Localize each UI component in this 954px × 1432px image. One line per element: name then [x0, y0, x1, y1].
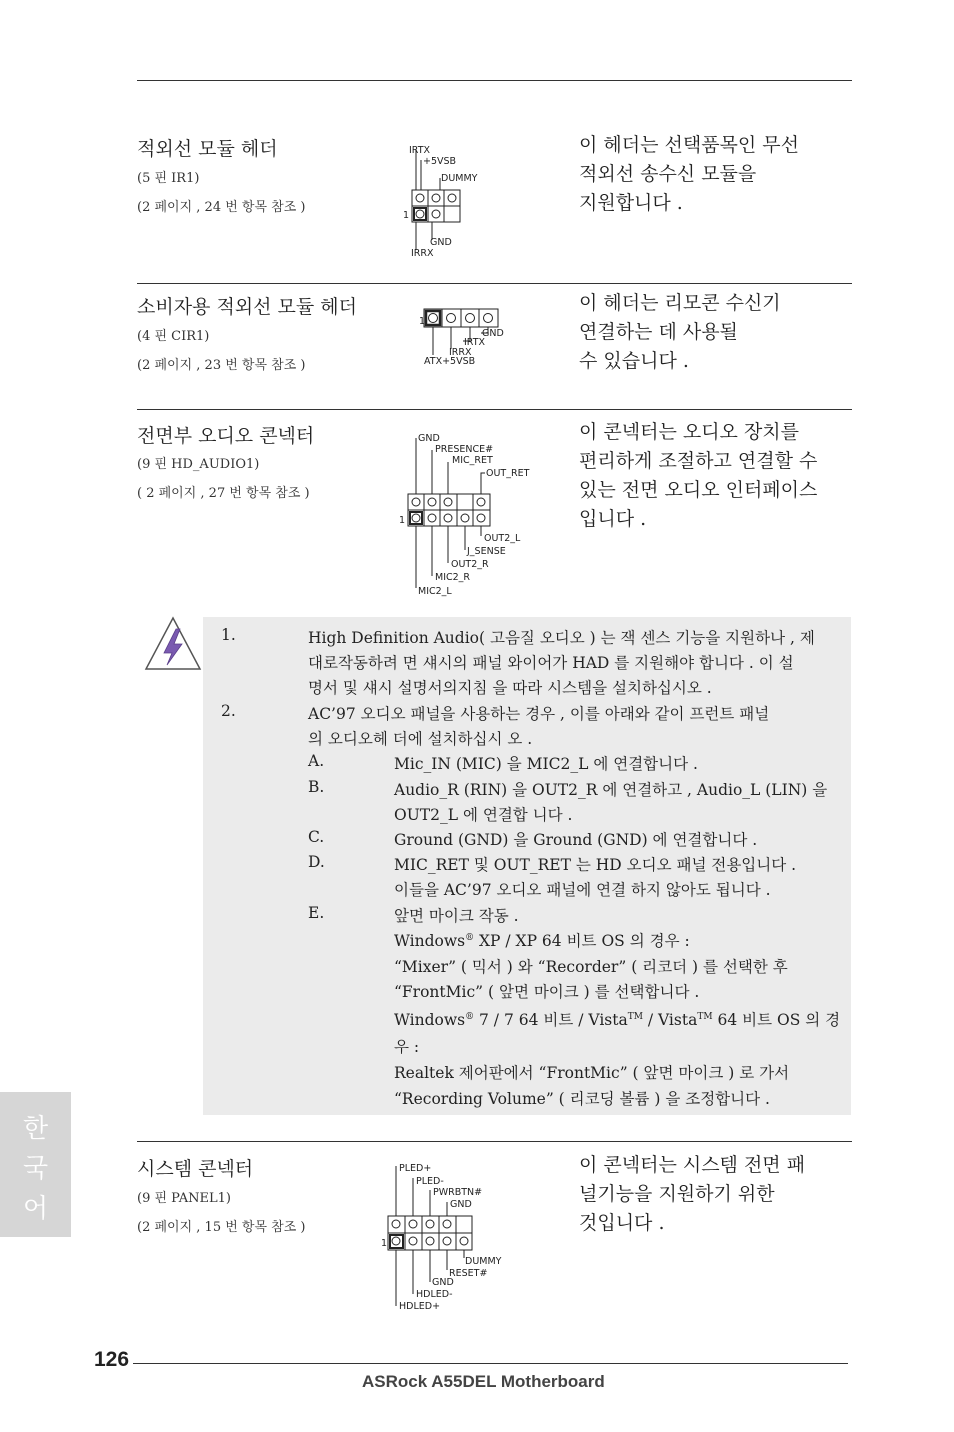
- note-item-a-text: Mic_IN (MIC) 을 MIC2_L 에 연결합니다 .: [394, 755, 698, 773]
- ir-label-gnd: GND: [430, 237, 452, 248]
- audio-label-mic2-l: MIC2_L: [418, 586, 452, 597]
- note-item-e-label: E.: [308, 904, 325, 922]
- desc-line: 편리하게 조절하고 연결할 수: [579, 450, 818, 472]
- note-item-e-text: “Recording Volume” ( 리코딩 볼륨 ) 을 조정합니다 .: [394, 1090, 770, 1108]
- desc-line: 것입니다 .: [579, 1212, 665, 1234]
- section-divider: [137, 409, 852, 410]
- desc-line: 이 콘넥터는 시스템 전면 패: [579, 1154, 806, 1176]
- note-item-e-text: “FrontMic” ( 앞면 마이크 ) 를 선택합니다 .: [394, 983, 700, 1001]
- text-span: XP / XP 64 비트 OS 의 경우 :: [474, 932, 690, 950]
- desc-line: 적외선 송수신 모듈을: [579, 163, 757, 185]
- language-side-tab: [0, 1092, 71, 1237]
- panel-label-gnd: GND: [450, 1199, 472, 1210]
- note-item-d-label: D.: [308, 853, 325, 871]
- note-item-b-text: OUT2_L 에 연결합 니다 .: [394, 806, 573, 824]
- desc-line: 연결하는 데 사용될: [579, 321, 738, 343]
- audio-label-out-ret: OUT_RET: [486, 468, 530, 479]
- registered-mark: ®: [465, 1011, 475, 1022]
- text-span: / Vista: [642, 1011, 698, 1029]
- audio-label-out2-r: OUT2_R: [451, 559, 489, 570]
- ir-label-5vsb: +5VSB: [423, 156, 457, 167]
- panel-label-reset: RESET#: [449, 1268, 488, 1279]
- audio-header-pinout-diagram: [395, 428, 545, 600]
- ir-label-dummy: DUMMY: [441, 173, 478, 184]
- desc-line: 지원합니다 .: [579, 192, 683, 214]
- audio-label-j-sense: J_SENSE: [467, 546, 506, 557]
- note-2-number: 2.: [221, 702, 236, 720]
- cir-header-pins: (4 핀 CIR1): [137, 329, 210, 344]
- text-span: 64 비트 OS 의 경: [712, 1011, 841, 1029]
- text-span: Windows: [394, 932, 466, 950]
- note-1-line: High Definition Audio( 고음질 오디오 ) 는 잭 센스 기능을 지원하나 , 제: [308, 629, 815, 647]
- audio-label-presence: PRESENCE#: [435, 444, 494, 455]
- registered-mark: ®: [465, 932, 475, 943]
- panel-label-pled-plus: PLED+: [399, 1163, 432, 1174]
- audio-label-mic-ret: MIC_RET: [452, 455, 493, 466]
- panel-label-dummy: DUMMY: [465, 1256, 502, 1267]
- panel-label-hdled-plus: HDLED+: [399, 1301, 441, 1312]
- desc-line: 수 있습니다 .: [579, 350, 689, 372]
- trademark-mark: TM: [627, 1011, 643, 1022]
- note-item-c-text: Ground (GND) 을 Ground (GND) 에 연결합니다 .: [394, 831, 758, 849]
- note-1-line: 명서 및 섀시 설명서의지침 을 따라 시스템을 설치하십시오 .: [308, 679, 712, 697]
- note-2-line: 의 오디오헤 더에 설치하십시 오 .: [308, 730, 533, 748]
- ir-header-description: [579, 131, 799, 218]
- ir-header-pinout-diagram: [395, 140, 505, 260]
- panel-header-description: [579, 1151, 805, 1238]
- ir-label-pin1: 1: [403, 210, 410, 221]
- ir-header-title: 적외선 모듈 헤더: [137, 138, 278, 160]
- page-number: 126: [94, 1348, 130, 1371]
- side-tab-char: 한: [22, 1114, 49, 1144]
- note-item-e-text: 앞면 마이크 작동 .: [394, 907, 519, 925]
- cir-label-irrx: IRRX: [449, 347, 472, 358]
- footer-rule: [133, 1363, 848, 1364]
- side-tab-char: 어: [22, 1194, 49, 1224]
- desc-line: 이 콘넥터는 오디오 장치를: [579, 421, 800, 443]
- note-item-d-text: 이들을 AC’97 오디오 패널에 연결 하지 않아도 됩니다 .: [394, 881, 771, 899]
- cir-header-title: 소비자용 적외선 모듈 헤더: [137, 296, 358, 318]
- cir-header-ref: (2 페이지 , 23 번 항목 참조 ): [137, 358, 306, 373]
- audio-header-description: [579, 418, 817, 534]
- note-item-e-text: Realtek 제어판에서 “FrontMic” ( 앞면 마이크 ) 로 가서: [394, 1064, 790, 1082]
- note-item-d-text: MIC_RET 및 OUT_RET 는 HD 오디오 패널 전용입니다 .: [394, 856, 797, 874]
- trademark-mark: TM: [697, 1011, 713, 1022]
- audio-header-ref: ( 2 페이지 , 27 번 항목 참조 ): [137, 486, 310, 501]
- panel-header-ref: (2 페이지 , 15 번 항목 참조 ): [137, 1220, 306, 1235]
- cir-label-gnd: GND: [482, 328, 504, 339]
- audio-label-mic2-r: MIC2_R: [435, 572, 471, 583]
- panel-header-pinout-diagram: [380, 1158, 520, 1314]
- desc-line: 이 헤더는 리모콘 수신기: [579, 292, 781, 314]
- text-span: 7 / 7 64 비트 / Vista: [474, 1011, 628, 1029]
- cir-label-atx5vsb: ATX+5VSB: [424, 356, 476, 367]
- cir-header-description: [579, 289, 781, 376]
- note-item-e-windows-xp: [394, 929, 690, 951]
- text-span: Windows: [394, 1011, 466, 1029]
- panel-header-pins: (9 핀 PANEL1): [137, 1191, 231, 1206]
- note-item-e-text: “Mixer” ( 믹서 ) 와 “Recorder” ( 리코더 ) 를 선택한 후: [394, 958, 788, 976]
- note-item-b-text: Audio_R (RIN) 을 OUT2_R 에 연결하고 , Audio_L (LIN) 을: [394, 781, 828, 799]
- cir-label-pin1: 1: [419, 316, 426, 327]
- cir-header-pinout-diagram: [415, 303, 525, 367]
- note-item-c-label: C.: [308, 828, 325, 846]
- cir-label-irtx: IRTX: [464, 337, 486, 348]
- audio-label-pin1: 1: [399, 515, 406, 526]
- ir-header-ref: (2 페이지 , 24 번 항목 참조 ): [137, 200, 306, 215]
- desc-line: 있는 전면 오디오 인터페이스: [579, 479, 818, 501]
- note-item-b-label: B.: [308, 778, 325, 796]
- ir-label-irtx: IRTX: [409, 145, 431, 156]
- top-rule: [137, 80, 852, 81]
- note-box: [203, 617, 851, 1115]
- panel-label-pwrbtn: PWRBTN#: [433, 1187, 483, 1198]
- panel-label-pin1: 1: [381, 1238, 388, 1249]
- note-item-e-text: 우 :: [394, 1038, 420, 1056]
- note-1-line: 대로작동하려 면 섀시의 패널 와이어가 HAD 를 지원해야 합니다 . 이 설: [308, 654, 794, 672]
- panel-label-gnd: GND: [432, 1277, 454, 1288]
- ir-header-pins: (5 핀 IR1): [137, 171, 200, 186]
- warning-icon: [142, 615, 204, 673]
- desc-line: 이 헤더는 선택품목인 무선: [579, 134, 800, 156]
- desc-line: 널기능을 지원하기 위한: [579, 1183, 775, 1205]
- panel-label-pled-minus: PLED-: [416, 1176, 444, 1187]
- desc-line: 입니다 .: [579, 508, 647, 530]
- section-divider: [137, 1141, 852, 1142]
- audio-header-title: 전면부 오디오 콘넥터: [137, 425, 315, 447]
- audio-header-pins: (9 핀 HD_AUDIO1): [137, 457, 260, 472]
- note-2-line: AC’97 오디오 패널을 사용하는 경우 , 이를 아래와 같이 프런트 패널: [308, 705, 770, 723]
- note-1-number: 1.: [221, 626, 236, 644]
- ir-label-irrx: IRRX: [411, 248, 434, 259]
- panel-label-hdled-minus: HDLED-: [416, 1289, 453, 1300]
- audio-label-gnd: GND: [418, 433, 440, 444]
- section-divider: [137, 283, 852, 284]
- note-item-e-windows-7: [394, 1008, 840, 1030]
- note-item-a-label: A.: [308, 752, 325, 770]
- audio-label-out2-l: OUT2_L: [484, 533, 521, 544]
- panel-header-title: 시스템 콘넥터: [137, 1158, 254, 1180]
- footer-model-name: ASRock A55DEL Motherboard: [362, 1372, 605, 1391]
- side-tab-char: 국: [22, 1154, 49, 1184]
